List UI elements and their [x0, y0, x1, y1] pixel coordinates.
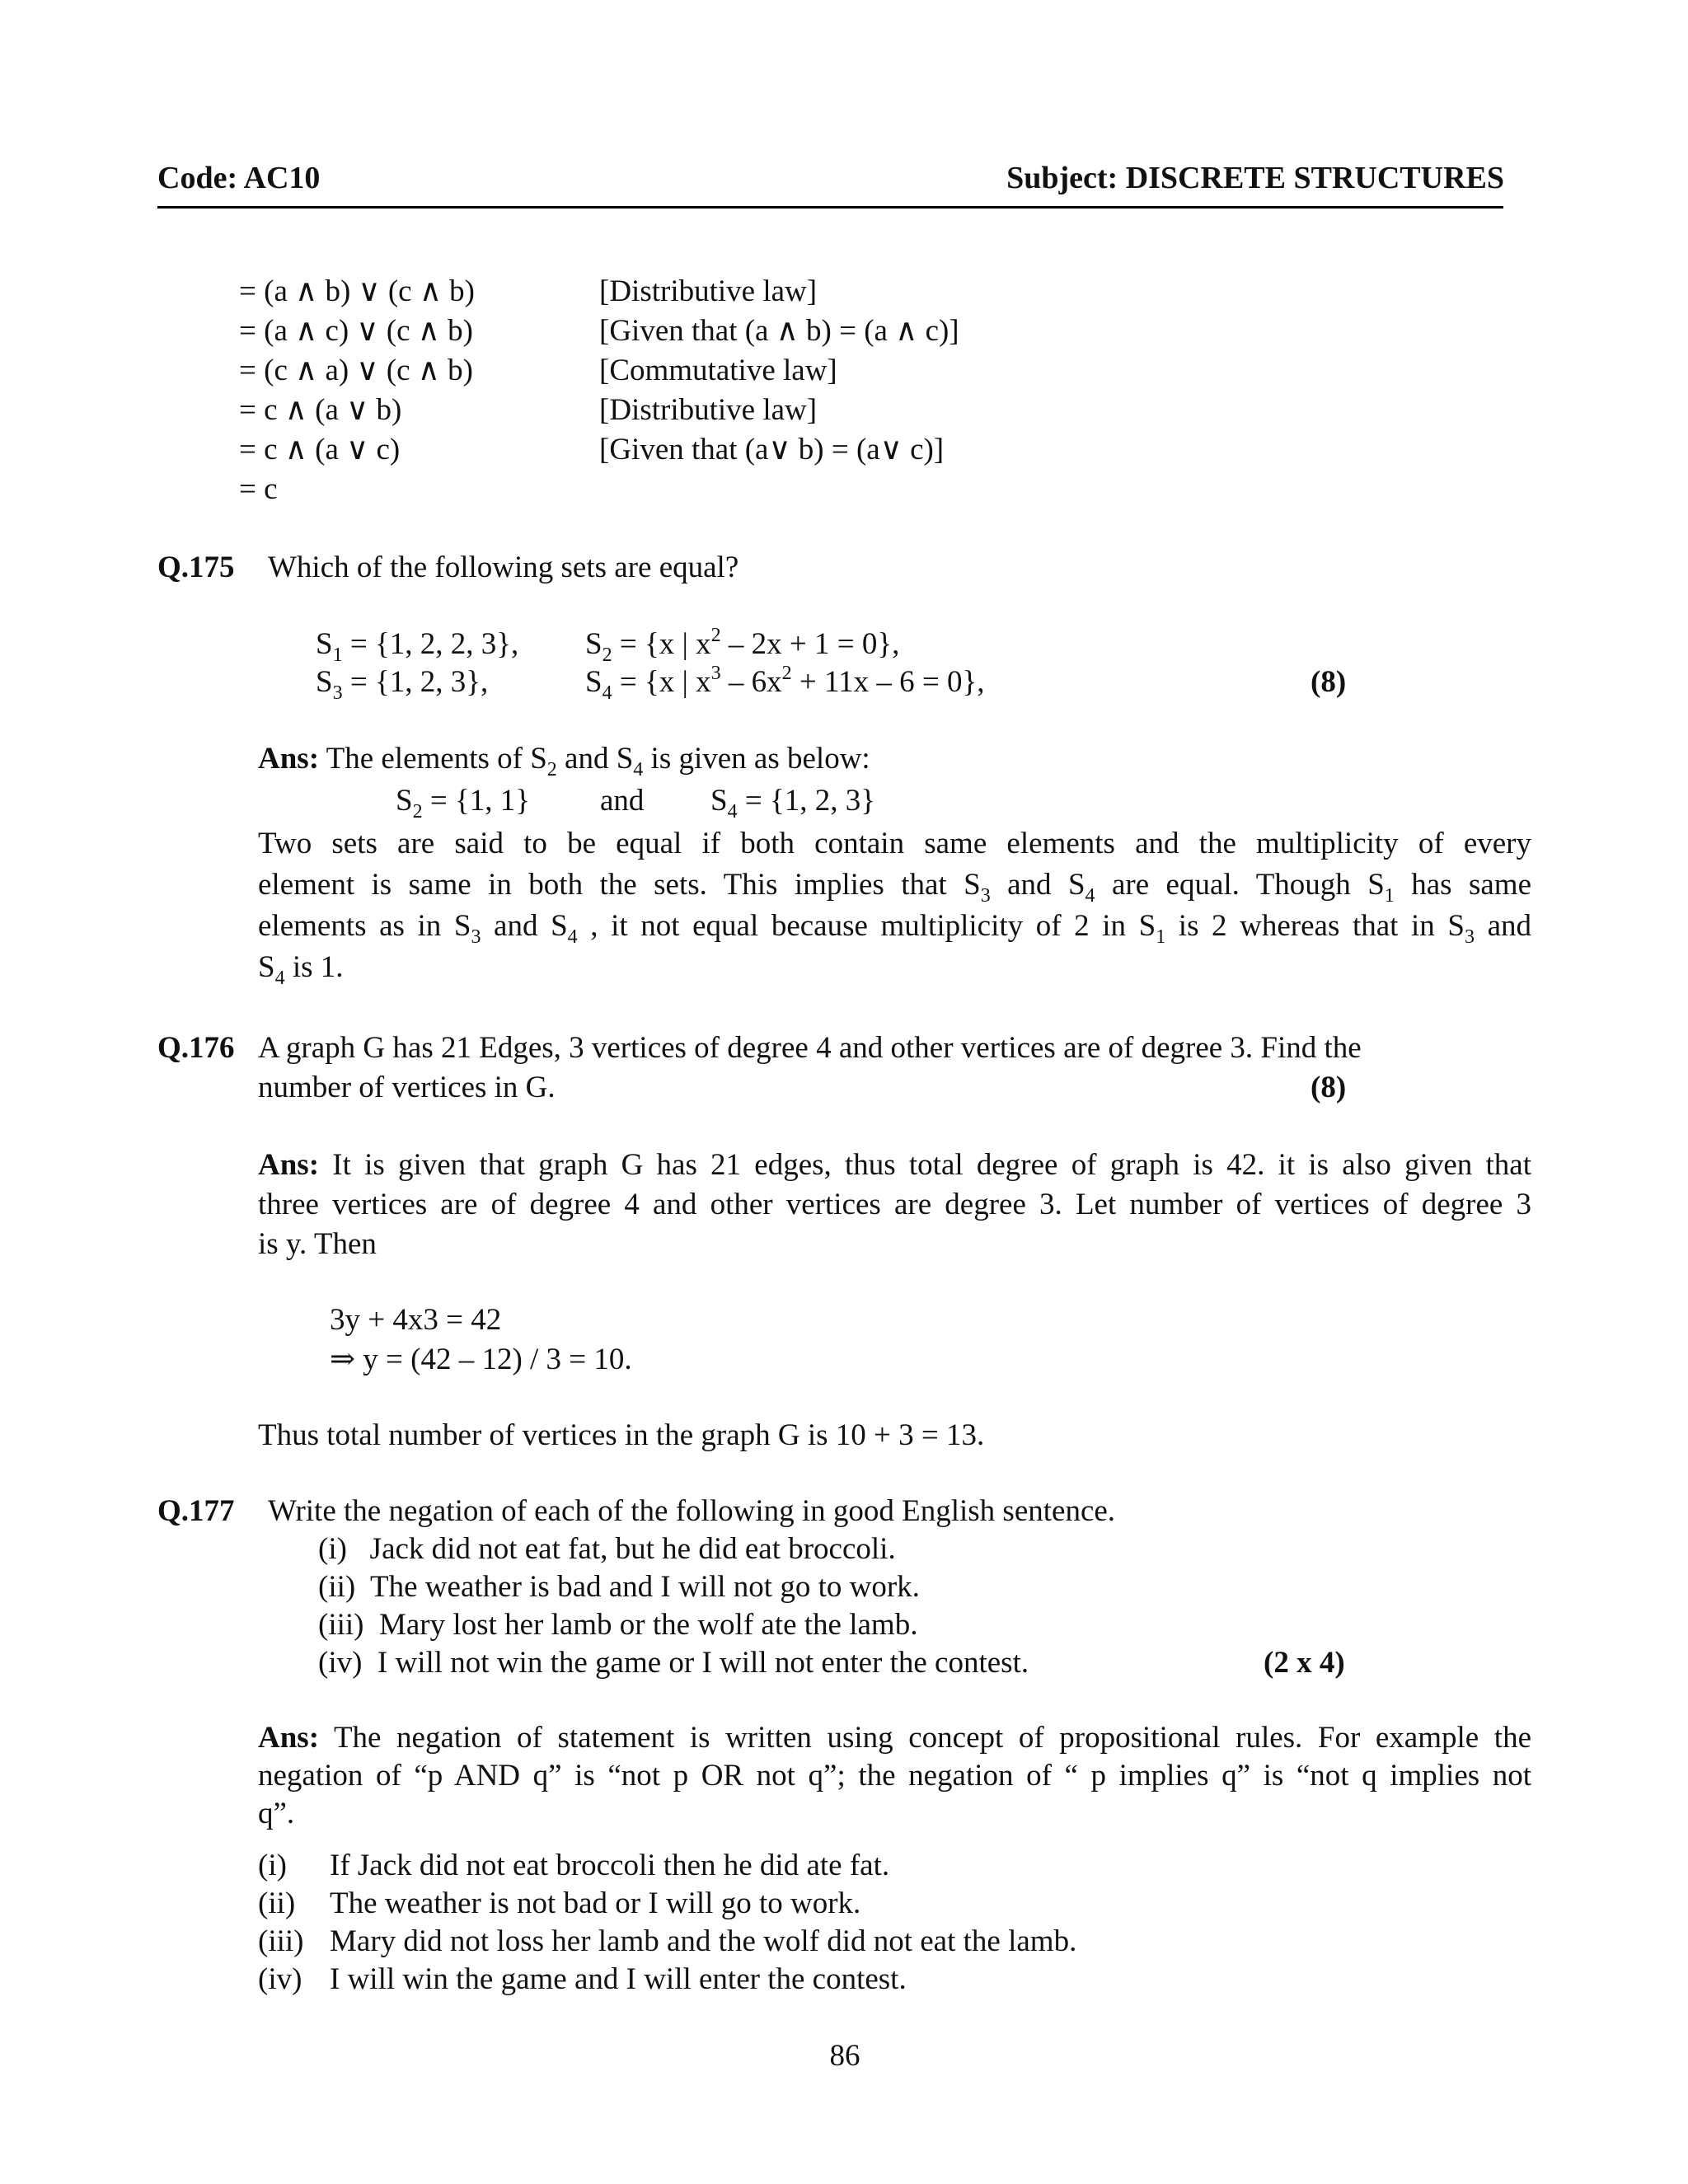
question-text: Write the negation of each of the following in good English sentence.	[268, 1494, 1116, 1528]
proof-expr: = (a ∧ b) ∨ (c ∧ b)	[239, 274, 475, 308]
header-code: Code: AC10	[157, 161, 321, 195]
set-s4: $S_4 = \{x$ | $x^3 - 6x^2 + 11x - 6 = 0$},	[585, 663, 985, 704]
answer-number: (i)	[258, 1849, 287, 1882]
answer-paragraph: $S_4$ is 1.	[258, 950, 344, 989]
proof-expr: = (c ∧ a) ∨ (c ∧ b)	[239, 354, 473, 387]
list-item: (iii) Mary lost her lamb or the wolf ate the lamb.	[318, 1608, 918, 1642]
list-item: (iv) I will not win the game or I will not enter the contest.	[318, 1646, 1029, 1680]
answer-paragraph: three vertices are of degree 4 and other vertices are degree 3. Let number of vertices of degree 3	[258, 1188, 1531, 1221]
proof-expr: = c ∧ (a ∨ b)	[239, 393, 402, 427]
conclusion: Thus total number of vertices in the graph G is 10 + 3 = 13.	[258, 1418, 985, 1452]
answer-intro: Ans: The elements of $S_2$ and $S_4$ is given as below:	[258, 742, 870, 780]
proof-reason: [Given that (a ∧ b) = (a ∧ c)]	[599, 314, 959, 348]
answer-text: I will win the game and I will enter the contest.	[330, 1962, 907, 1996]
question-number: Q.177	[157, 1494, 235, 1528]
set-s1: $S_1 = \{1$, 2, 2, 3},	[316, 627, 519, 666]
answer-paragraph: negation of “p AND q” is “not p OR not q”; the negation of “ p implies q” is “not q implies not	[258, 1759, 1531, 1793]
header-rule	[157, 206, 1503, 209]
equation: 3y + 4x3 = 42	[330, 1303, 502, 1337]
s2-value: $S_2 = \{1$, 1}	[396, 784, 530, 823]
page-number: 86	[829, 2039, 860, 2073]
list-item: (ii) The weather is bad and I will not go to work.	[318, 1570, 920, 1604]
proof-expr: = c	[239, 472, 278, 506]
proof-expr: = (a ∧ c) ∨ (c ∧ b)	[239, 314, 473, 348]
answer-paragraph: is y. Then	[258, 1227, 377, 1261]
set-s2: $S_2 = \{x$ | $x^2 - 2x + 1 = 0$},	[585, 625, 900, 666]
question-text: Which of the following sets are equal?	[268, 551, 739, 584]
question-number: Q.176	[157, 1031, 235, 1065]
s4-value: $S_4 = \{1$, 2, 3}	[710, 784, 875, 823]
answer-paragraph: element is same in both the sets. This implies that $S_3$ and $S_4$ are equal. Though $S_1$ has same	[258, 868, 1531, 907]
equation: ⇒ y = (42 – 12) / 3 = 10.	[330, 1343, 632, 1376]
answer-paragraph: Ans: The negation of statement is written using concept of propositional rules. For example the	[258, 1721, 1531, 1755]
question-number: Q.175	[157, 551, 235, 584]
answer-number: (ii)	[258, 1886, 296, 1920]
list-item: (i) Jack did not eat fat, but he did eat broccoli.	[318, 1532, 896, 1566]
answer-text: The weather is not bad or I will go to work.	[330, 1886, 861, 1920]
proof-reason: [Commutative law]	[599, 354, 837, 387]
answer-paragraph: Ans: It is given that graph G has 21 edges, thus total degree of graph is 42. it is also given that	[258, 1148, 1531, 1182]
answer-number: (iii)	[258, 1924, 304, 1958]
answer-paragraph: elements as in $S_3$ and $S_4$ , it not equal because multiplicity of 2 in $S_1$ is 2 whereas that in $S_3$ and	[258, 909, 1531, 948]
header-subject: Subject: DISCRETE STRUCTURES	[1006, 161, 1504, 195]
answer-paragraph: q”.	[258, 1797, 295, 1830]
answer-text: Mary did not loss her lamb and the wolf did not eat the lamb.	[330, 1924, 1077, 1958]
question-text: A graph G has 21 Edges, 3 vertices of degree 4 and other vertices are of degree 3. Find the	[258, 1031, 1362, 1065]
answer-paragraph: Two sets are said to be equal if both contain same elements and the multiplicity of every	[258, 827, 1531, 860]
proof-reason: [Distributive law]	[599, 393, 818, 427]
marks: (8)	[1311, 665, 1347, 699]
question-text: number of vertices in G.	[258, 1071, 556, 1104]
set-s3: $S_3 = \{1$, 2, 3},	[316, 665, 489, 704]
proof-reason: [Distributive law]	[599, 274, 818, 308]
marks: (2 x 4)	[1264, 1646, 1345, 1680]
answer-number: (iv)	[258, 1962, 302, 1996]
answer-text: If Jack did not eat broccoli then he did ate fat.	[330, 1849, 890, 1882]
proof-expr: = c ∧ (a ∨ c)	[239, 433, 401, 466]
marks: (8)	[1311, 1071, 1347, 1104]
proof-reason: [Given that (a∨ b) = (a∨ c)]	[599, 433, 945, 466]
and-word: and	[600, 784, 645, 818]
